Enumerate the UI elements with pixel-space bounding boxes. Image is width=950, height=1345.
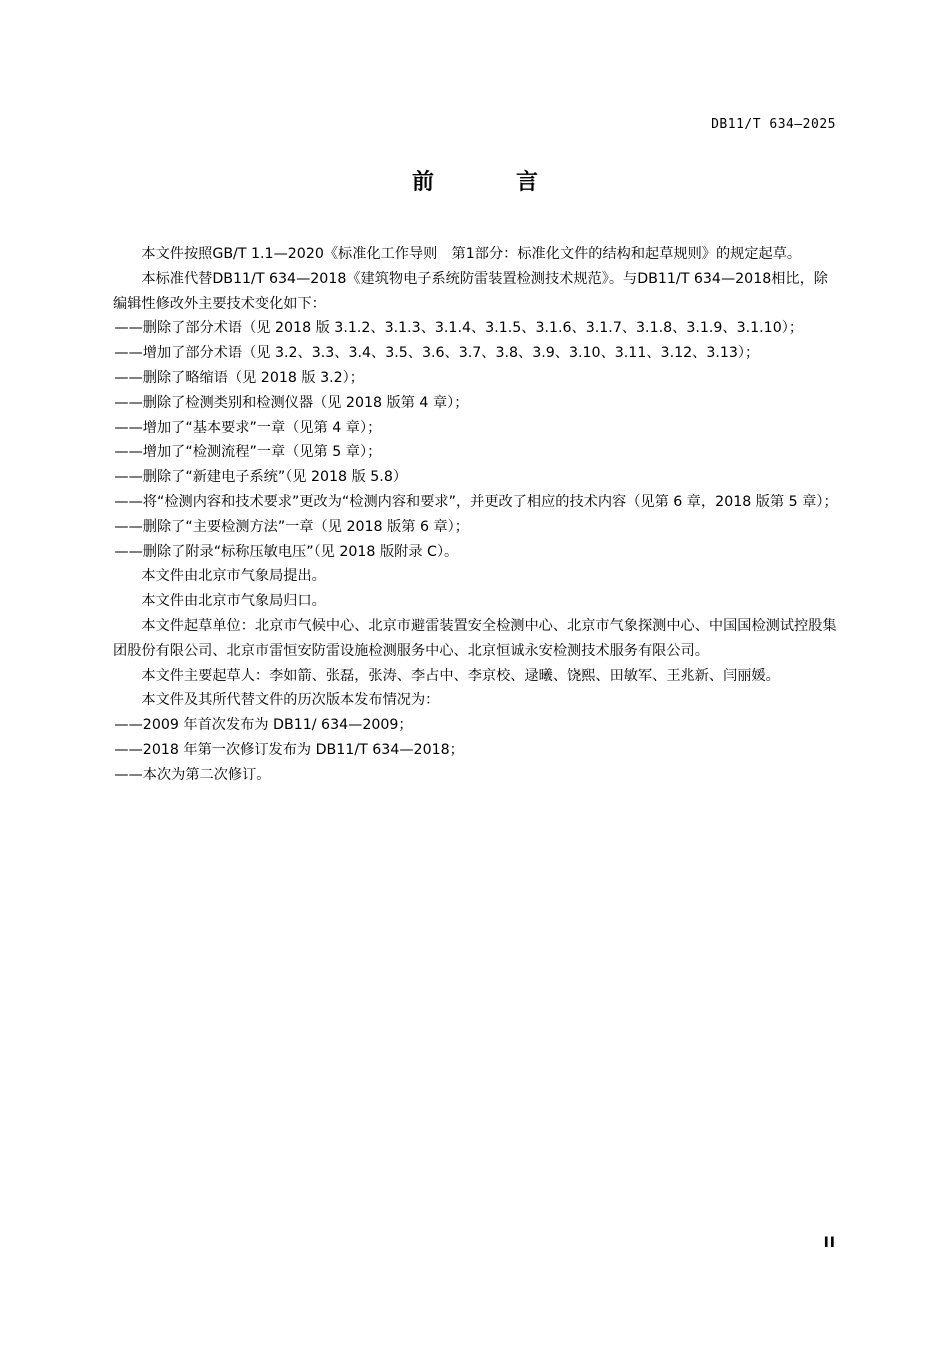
history-item: ——2009 年首次发布为 DB11/ 634—2009； bbox=[114, 717, 413, 734]
paragraph-proposed-by: 本文件由北京市气象局提出。 bbox=[141, 568, 326, 585]
paragraph-drafting-basis: 本文件按照GB/T 1.1—2020《标准化工作导则 第1部分：标准化文件的结构和起草规则》的规定起草。 bbox=[141, 246, 802, 262]
foreword-body bbox=[113, 242, 838, 788]
change-item: ——增加了“检测流程”一章（见第 5 章）； bbox=[114, 444, 382, 461]
change-item: ——删除了检测类别和检测仪器（见 2018 版第 4 章）； bbox=[114, 394, 469, 411]
change-item: ——增加了“基本要求”一章（见第 4 章）； bbox=[114, 419, 382, 436]
change-item: ——删除了附录“标称压敏电压”（见 2018 版附录 C）。 bbox=[114, 543, 459, 560]
paragraph-replaces: 本标准代替DB11/T 634—2018《建筑物电子系统防雷装置检测技术规范》。与DB11/T 634—2018相比，除编辑性修改外主要技术变化如下： bbox=[113, 270, 828, 312]
history-item: ——本次为第二次修订。 bbox=[114, 766, 271, 783]
change-item: ——删除了部分术语（见 2018 版 3.1.2、3.1.3、3.1.4、3.1.5、3.1.6、3.1.7、3.1.8、3.1.9、3.1.10）； bbox=[114, 320, 804, 337]
paragraph-drafters: 本文件主要起草人：李如箭、张磊，张涛、李占中、李京校、逯曦、饶熙、田敏军、王兆新、闫丽媛。 bbox=[141, 667, 780, 684]
document-code: DB11/T 634—2025 bbox=[711, 117, 836, 132]
change-item: ——将“检测内容和技术要求”更改为“检测内容和要求”，并更改了相应的技术内容（见第 6 章，2018 版第 5 章）； bbox=[114, 493, 838, 510]
paragraph-history-intro: 本文件及其所代替文件的历次版本发布情况为： bbox=[141, 692, 440, 709]
change-item: ——删除了“主要检测方法”一章（见 2018 版第 6 章）； bbox=[114, 518, 469, 535]
change-item: ——删除了略缩语（见 2018 版 3.2）； bbox=[114, 369, 364, 386]
page-title: 前 言 bbox=[411, 170, 568, 195]
history-item: ——2018 年第一次修订发布为 DB11/T 634—2018； bbox=[114, 741, 464, 758]
paragraph-managed-by: 本文件由北京市气象局归口。 bbox=[141, 593, 326, 610]
page-number: II bbox=[823, 1235, 836, 1251]
paragraph-drafting-units: 本文件起草单位：北京市气候中心、北京市避雷装置安全检测中心、北京市气象探测中心、中国国检测试控股集团股份有限公司、北京市雷恒安防雷设施检测服务中心、北京恒诚永安检测技术服务有限公司。 bbox=[113, 617, 837, 659]
change-item: ——删除了“新建电子系统”（见 2018 版 5.8） bbox=[114, 469, 408, 486]
change-item: ——增加了部分术语（见 3.2、3.3、3.4、3.5、3.6、3.7、3.8、3.9、3.10、3.11、3.12、3.13）； bbox=[114, 345, 760, 362]
